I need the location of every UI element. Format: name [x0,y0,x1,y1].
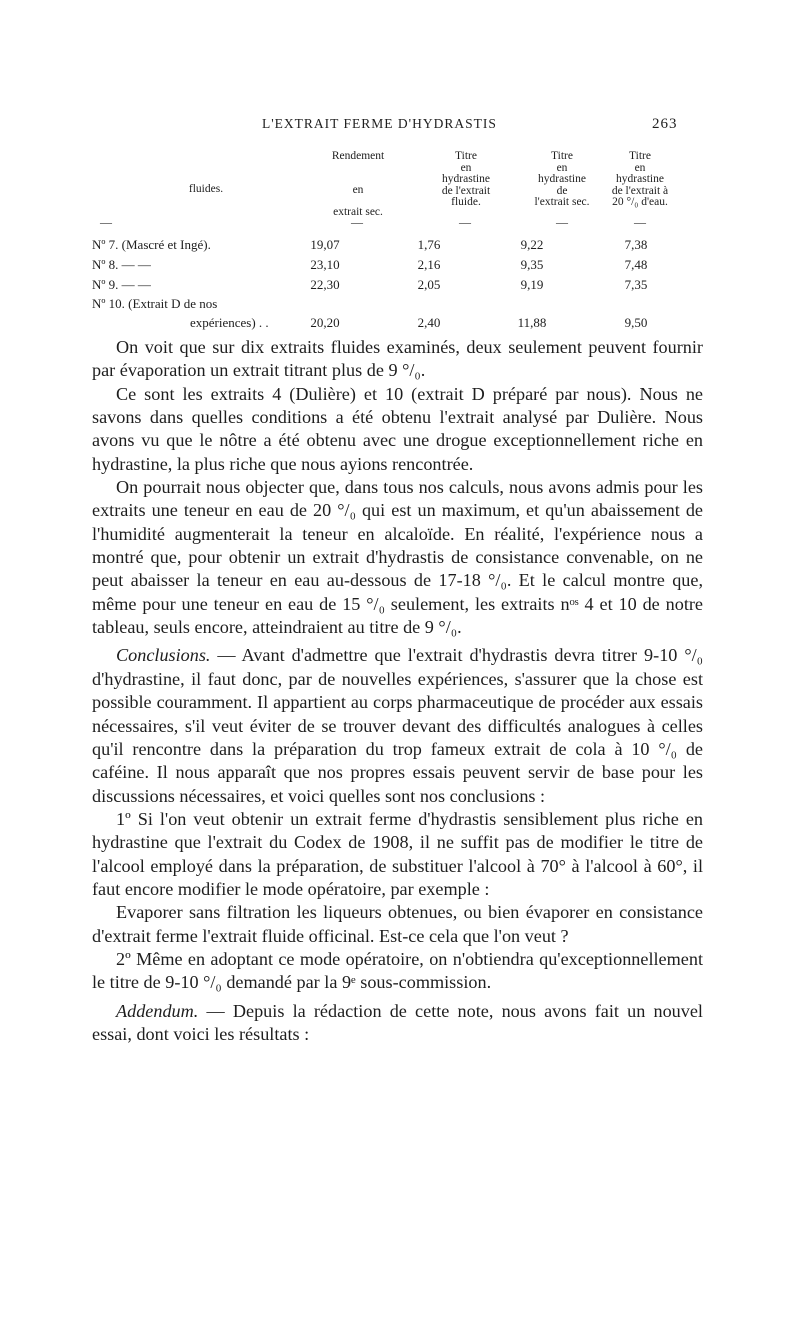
table-row [0,237,800,255]
col-header-line: l'extrait sec. [534,196,590,208]
table-cell: 9,50 [624,315,648,330]
table-cell: 9,22 [520,237,544,252]
paragraph: Evaporer sans filtration les liqueurs obtenues, ou bien évaporer en consistance d'extrait ferme l'extrait fluide officinal. Est-ce cela que l'on veut ? [92,902,703,946]
col-header-line: hydrastine [538,173,586,185]
table-row [0,277,800,295]
col-header-line: de [556,184,568,197]
col-header-line: Titre [551,150,573,162]
col-header-line: en [634,161,646,174]
col-header-4 [588,151,692,209]
running-header [0,116,800,136]
table-cell: 22,30 [310,277,340,292]
table-cell: 7,48 [624,257,648,272]
paragraph: On pourrait nous objecter que, dans tous nos calculs, nous avons admis pour les extraits une teneur en eau de 20 °/₀ qui est un maximum, et qu'un abaissement de l'humidité augmenterait la teneur en alcaloïde. En réalité, l'expérience nous a montré que, pour obtenir un extrait d'hydrastis de consistance convenable, on ne peut abaisser la teneur en eau au-dessous de 17-18 °/₀. Et le calcul montre que, même pour une teneur en eau de 15 °/₀ seulement, les extraits nᵒˢ 4 et 10 de notre tableau, seuls encore, atteindraient au titre de 9 °/₀. [92,477,703,638]
table-row [0,296,800,314]
paragraph: 1º Si l'on veut obtenir un extrait ferme d'hydrastis sensiblement plus riche en hydrastine que l'extrait du Codex de 1908, il ne suffit pas de modifier le titre de l'alcool employé dans la préparation, de substituer l'alcool à 70° à l'alcool à 60°, il faut encore modifier le mode opératoire, par exemple : [92,808,703,899]
header-rule: — [634,215,646,229]
addendum-heading: Addendum. [116,1000,199,1021]
conclusions-heading: Conclusions. [116,645,211,666]
header-rule: — [556,215,568,229]
paragraph [92,644,703,807]
col-header-line: extrait sec. [333,206,383,218]
table-row [0,315,800,333]
paragraph: 2º Même en adoptant ce mode opératoire, on n'obtiendra qu'exceptionnellement le titre de 9-10 °/₀ demandé par la 9ᵉ sous-commission. [92,948,703,993]
paragraph: Ce sont les extraits 4 (Dulière) et 10 (extrait D préparé par nous). Nous ne savons dans quelles conditions a été obtenu l'extrait analysé par Dulière. Nous avons vu que le nôtre a été obtenu avec une drogue exceptionnellement riche en hydrastine, la plus riche que nous ayions rencontrée. [92,383,703,474]
table-cell: 9,19 [520,277,544,292]
col-header-line: en [460,161,472,174]
col-header-line: Titre [629,150,651,162]
col-header-line: Rendement [331,150,385,162]
table-cell: 1,76 [417,237,441,252]
col-header-2 [418,151,514,209]
row-label: Nº 8. — — [92,257,151,272]
paragraph [92,1000,703,1047]
col-header-0 [176,184,236,196]
table-cell: 7,35 [624,277,648,292]
row-label: Nº 9. — — [92,277,151,292]
table-cell: 2,16 [417,257,441,272]
paragraph: On voit que sur dix extraits fluides examinés, deux seulement peuvent fournir par évaporation un extrait titrant plus de 9 °/₀. [92,337,703,381]
col-header-1 [310,151,406,219]
header-rule: — [351,215,363,229]
col-header-line: de l'extrait à [611,184,669,197]
table-cell: 20,20 [310,315,340,330]
col-header-line [310,163,406,175]
col-header-line: en [352,184,364,196]
col-header-line: en [556,161,568,174]
header-rule: — [100,215,112,229]
col-header-line: de l'extrait [441,184,491,197]
row-label: expériences) . . [190,315,269,330]
header-rule: — [459,215,471,229]
table-cell: 7,38 [624,237,648,252]
body-text [92,336,703,1046]
table-cell: 2,05 [417,277,441,292]
running-title: L'EXTRAIT FERME D'HYDRASTIS [262,116,497,131]
page-number: 263 [652,116,678,132]
table-cell: 19,07 [310,237,340,252]
col-header-line: Titre [455,150,477,162]
col-header-line: 20 °/₀ d'eau. [612,196,668,208]
table-cell: 23,10 [310,257,340,272]
paragraph-text: — Depuis la rédaction de cette note, nous avons fait un nouvel essai, dont voici les résultats : [92,1000,703,1044]
table-row [0,257,800,275]
col-header-line: fluide. [451,196,481,208]
col-header-line: hydrastine [616,173,664,185]
paragraph-text: — Avant d'admettre que l'extrait d'hydrastis devra titrer 9-10 °/₀ d'hydrastine, il faut donc, par de nouvelles expériences, s'assurer que la chose est possible couramment. Il appartient au corps pharmaceutique de procéder aux essais nécessaires, s'il veut éviter de se trouver devant des difficultés analogues à celles qu'il rencontre dans la préparation du trop fameux extrait de cola à 10 °/₀ de caféine. Il nous apparaît que nos propres essais peuvent servir de base pour les discussions nécessaires, et voici quelles sont nos conclusions : [92,645,703,806]
table-cell: 9,35 [520,257,544,272]
table-cell: 2,40 [417,315,441,330]
table-cell: 11,88 [517,315,547,330]
row-label: Nº 10. (Extrait D de nos [92,296,218,311]
col-header-line: hydrastine [442,173,490,185]
col-header-line: fluides. [188,183,224,195]
row-label: Nº 7. (Mascré et Ingé). [92,237,211,252]
